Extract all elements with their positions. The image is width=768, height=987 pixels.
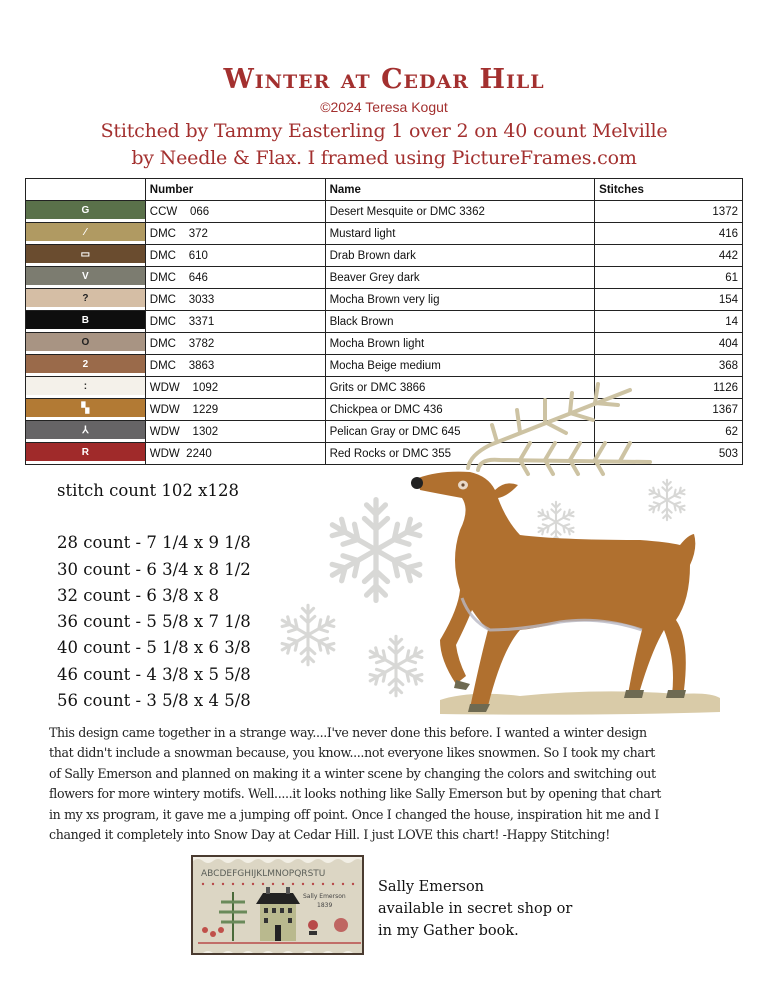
thread-number: DMC 3033	[145, 289, 325, 311]
symbol-icon: ▭	[26, 245, 145, 263]
color-swatch	[26, 333, 146, 355]
stitch-count-cell: 1372	[595, 201, 743, 223]
sally-emerson-thumbnail	[191, 855, 364, 955]
table-row	[26, 223, 743, 245]
thread-number: WDW 1302	[145, 421, 325, 443]
symbol-icon: :	[26, 377, 145, 395]
promo-text	[378, 876, 572, 942]
table-row	[26, 355, 743, 377]
size-row: 32 count - 6 3/8 x 8	[57, 585, 219, 605]
symbol-icon: V	[26, 267, 145, 285]
thread-number: DMC 3371	[145, 311, 325, 333]
color-swatch	[26, 399, 146, 421]
note-line: flowers for more wintery motifs. Well.....it looks nothing like Sally Emerson but by opening that chart	[49, 786, 661, 802]
note-line: of Sally Emerson and planned on making it a winter scene by changing the colors and switching out	[49, 765, 656, 781]
symbol-icon: B	[26, 311, 145, 329]
thread-name: Grits or DMC 3866	[325, 377, 595, 399]
stitch-count-cell: 154	[595, 289, 743, 311]
stitch-count-cell: 404	[595, 333, 743, 355]
header-symbol	[26, 179, 146, 201]
promo-line: in my Gather book.	[378, 923, 519, 939]
thread-name: Mocha Brown light	[325, 333, 595, 355]
color-swatch	[26, 355, 146, 377]
thread-name: Mustard light	[325, 223, 595, 245]
symbol-icon: ?	[26, 289, 145, 307]
symbol-icon: ▚	[26, 399, 145, 417]
table-row	[26, 399, 743, 421]
deer-shape	[411, 472, 695, 712]
svg-text:Sally Emerson: Sally Emerson	[303, 893, 346, 900]
color-swatch	[26, 377, 146, 399]
color-swatch	[26, 267, 146, 289]
thread-number: DMC 3863	[145, 355, 325, 377]
note-line: in my xs program, it gave me a jumping off point. Once I changed the house, inspiration hit me and I	[49, 806, 660, 822]
table-row	[26, 245, 743, 267]
size-row: 30 count - 6 3/4 x 8 1/2	[57, 559, 251, 579]
pattern-title: Winter at Cedar Hill	[223, 64, 545, 95]
symbol-icon: O	[26, 333, 145, 351]
finished-sizes	[57, 478, 251, 714]
stitch-count-cell: 368	[595, 355, 743, 377]
thread-number: DMC 646	[145, 267, 325, 289]
thread-name: Mocha Brown very lig	[325, 289, 595, 311]
symbol-icon: ⁄	[26, 223, 145, 241]
thread-name: Mocha Beige medium	[325, 355, 595, 377]
promo-line: available in secret shop or	[378, 901, 573, 917]
table-row	[26, 267, 743, 289]
size-row: 40 count - 5 1/8 x 6 3/8	[57, 638, 251, 658]
symbol-icon: G	[26, 201, 145, 219]
color-swatch	[26, 289, 146, 311]
color-swatch	[26, 421, 146, 443]
stitch-count-cell: 1126	[595, 377, 743, 399]
ground-shape	[440, 691, 720, 714]
table-row	[26, 289, 743, 311]
size-row: 46 count - 4 3/8 x 5 5/8	[57, 664, 251, 684]
thread-name: Pelican Gray or DMC 645	[325, 421, 595, 443]
table-row	[26, 201, 743, 223]
header-name: Name	[325, 179, 595, 201]
stitch-count: stitch count 102 x128	[57, 481, 239, 500]
table-row	[26, 333, 743, 355]
symbol-icon: ⅄	[26, 421, 145, 439]
stitch-count-cell: 416	[595, 223, 743, 245]
thread-name: Desert Mesquite or DMC 3362	[325, 201, 595, 223]
color-swatch	[26, 311, 146, 333]
credit-line-1: Stitched by Tammy Easterling 1 over 2 on 40 count Melville	[100, 120, 668, 142]
table-row	[26, 443, 743, 465]
stitch-count-cell: 442	[595, 245, 743, 267]
table-row	[26, 311, 743, 333]
color-swatch	[26, 443, 146, 465]
stitch-count-cell: 14	[595, 311, 743, 333]
header-stitches: Stitches	[595, 179, 743, 201]
thread-number: DMC 3782	[145, 333, 325, 355]
stitch-count-cell: 61	[595, 267, 743, 289]
thread-key-table	[25, 178, 743, 465]
color-swatch	[26, 245, 146, 267]
svg-text:ABCDEFGHIJKLMNOPQRSTU: ABCDEFGHIJKLMNOPQRSTU	[201, 869, 326, 879]
note-line: that didn't include a snowman because, you know....not everyone likes snowmen. So I took my chart	[49, 745, 655, 761]
thread-name: Red Rocks or DMC 355	[325, 443, 595, 465]
symbol-icon: R	[26, 443, 145, 461]
thread-number: DMC 610	[145, 245, 325, 267]
symbol-icon: 2	[26, 355, 145, 373]
stitch-count-cell: 62	[595, 421, 743, 443]
thread-name: Black Brown	[325, 311, 595, 333]
snowflake-icon	[279, 480, 687, 696]
note-line: changed it completely into Snow Day at Cedar Hill. I just LOVE this chart! -Happy Stitching!	[49, 827, 610, 843]
table-header-row	[26, 179, 743, 201]
thread-name: Beaver Grey dark	[325, 267, 595, 289]
table-row	[26, 377, 743, 399]
color-swatch	[26, 201, 146, 223]
credit-line-2: by Needle & Flax. I framed using PictureFrames.com	[131, 147, 637, 169]
thread-number: WDW 1229	[145, 399, 325, 421]
color-swatch	[26, 223, 146, 245]
thread-number: WDW 2240	[145, 443, 325, 465]
size-row: 56 count - 3 5/8 x 4 5/8	[57, 691, 251, 711]
thread-name: Chickpea or DMC 436	[325, 399, 595, 421]
size-row: 28 count - 7 1/4 x 9 1/8	[57, 533, 251, 553]
header-number: Number	[145, 179, 325, 201]
designer-note	[49, 723, 739, 845]
thread-name: Drab Brown dark	[325, 245, 595, 267]
note-line: This design came together in a strange way....I've never done this before. I wanted a winter design	[49, 725, 647, 740]
size-row: 36 count - 5 5/8 x 7 1/8	[57, 612, 251, 632]
thread-number: DMC 372	[145, 223, 325, 245]
thread-number: WDW 1092	[145, 377, 325, 399]
thread-number: CCW 066	[145, 201, 325, 223]
promo-line: Sally Emerson	[378, 879, 485, 895]
stitch-count-cell: 503	[595, 443, 743, 465]
table-row	[26, 421, 743, 443]
stitch-count-cell: 1367	[595, 399, 743, 421]
copyright: ©2024 Teresa Kogut	[320, 99, 448, 115]
svg-text:1839: 1839	[317, 902, 333, 909]
